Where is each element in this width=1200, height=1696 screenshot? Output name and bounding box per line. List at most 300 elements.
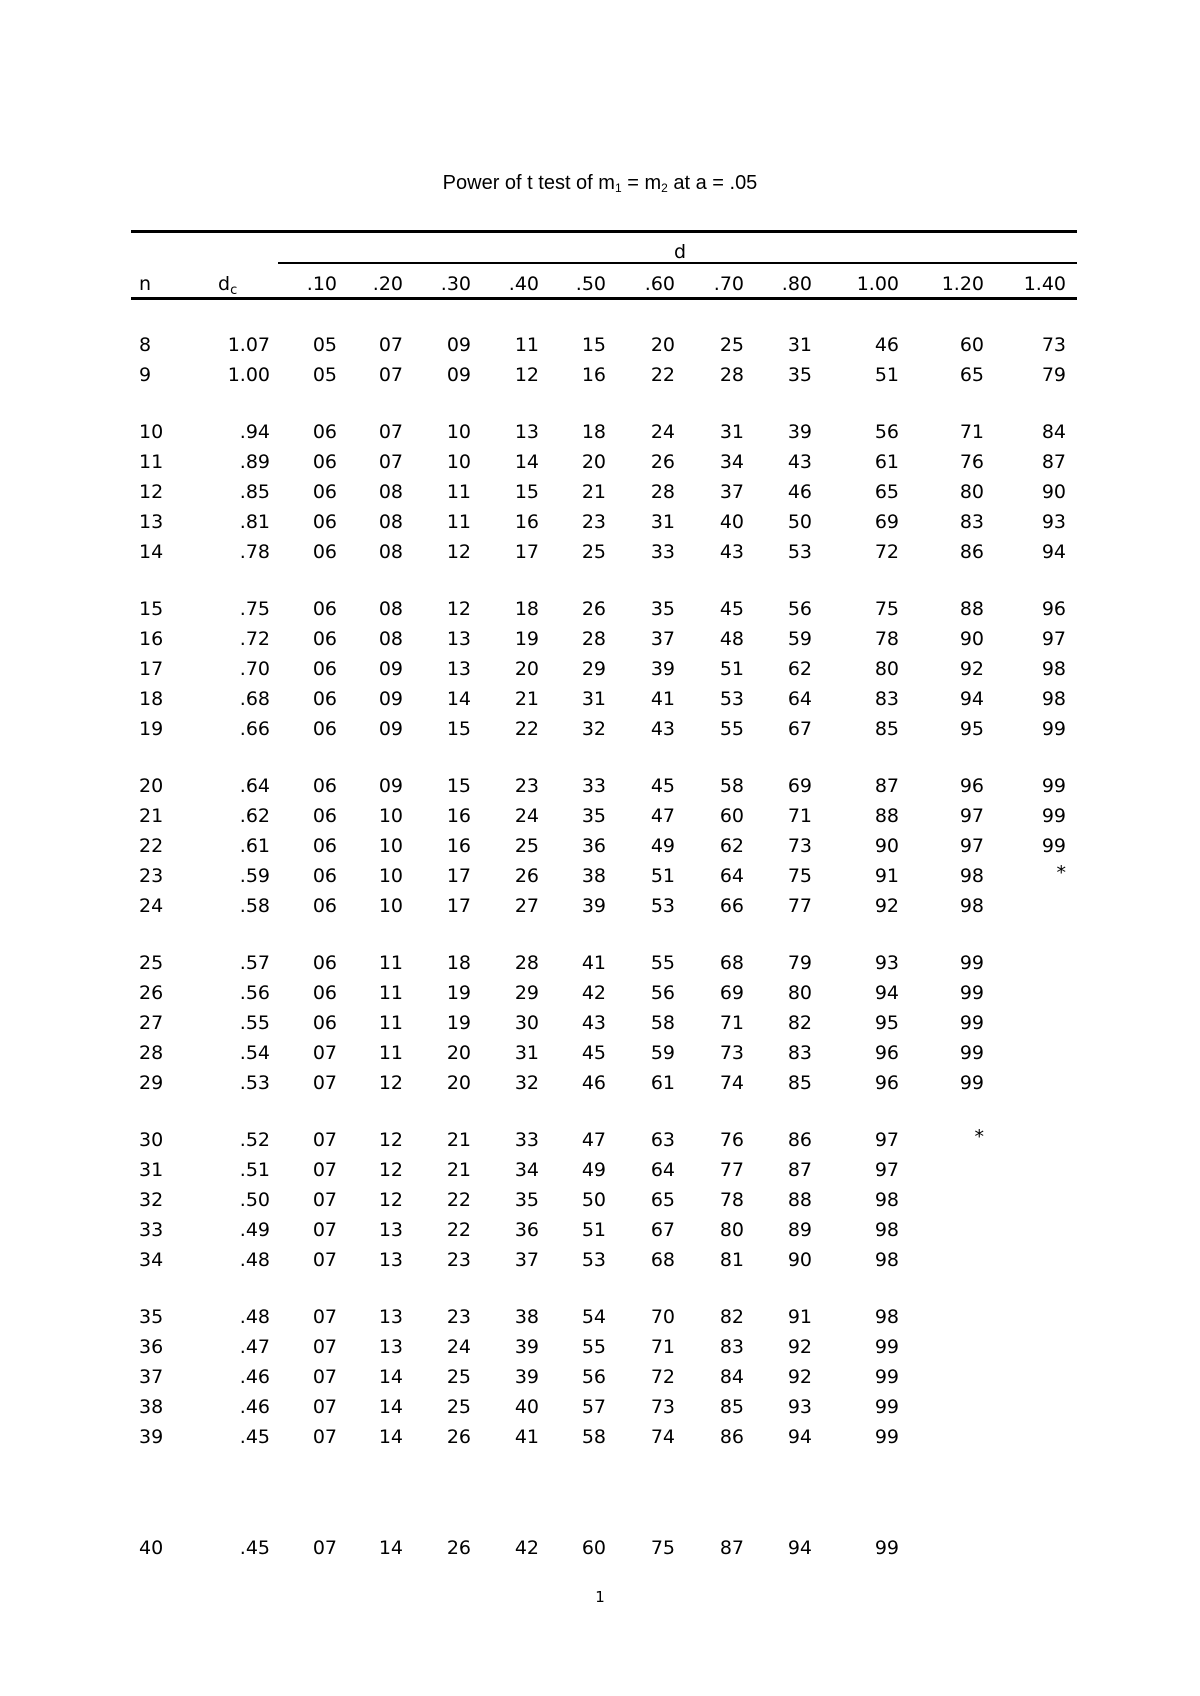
cell-dc: .85 (239, 481, 270, 503)
cell-n: 37 (139, 1366, 164, 1388)
cell-power: 51 (581, 1219, 606, 1241)
cell-power: 09 (378, 718, 403, 740)
cell-power: 15 (446, 718, 471, 740)
cell-n: 28 (139, 1042, 164, 1064)
cell-power: 30 (514, 1012, 539, 1034)
cell-power: 54 (581, 1306, 606, 1328)
cell-power: 13 (378, 1306, 403, 1328)
cell-power: 07 (378, 334, 403, 356)
cell-power: 90 (787, 1249, 812, 1271)
cell-power: 53 (719, 688, 744, 710)
cell-power: 39 (650, 658, 675, 680)
cell-power: 99 (959, 952, 984, 974)
cell-n: 18 (139, 688, 164, 710)
column-header-effect-size: .70 (713, 273, 744, 295)
cell-power: 62 (787, 658, 812, 680)
cell-power: 12 (378, 1129, 403, 1151)
cell-power: 97 (874, 1159, 899, 1181)
cell-power: 19 (514, 628, 539, 650)
cell-power: 09 (378, 775, 403, 797)
cell-power: 98 (874, 1189, 899, 1211)
cell-power: 58 (581, 1426, 606, 1448)
cell-power: 45 (650, 775, 675, 797)
cell-power: 39 (787, 421, 812, 443)
cell-power: 11 (446, 511, 471, 533)
column-header-effect-size: 1.00 (856, 273, 899, 295)
cell-power: 31 (719, 421, 744, 443)
table-title: Power of t test of $m_1 = m_2$ at a = .05 (442, 172, 758, 195)
cell-power: 07 (312, 1249, 337, 1271)
cell-power: 86 (787, 1129, 812, 1151)
cell-power: 47 (581, 1129, 606, 1151)
column-header-effect-size: .10 (306, 273, 337, 295)
cell-n: 38 (139, 1396, 164, 1418)
cell-dc: 1.00 (227, 364, 270, 386)
cell-power: 33 (581, 775, 606, 797)
cell-n: 30 (139, 1129, 164, 1151)
cell-n: 24 (139, 895, 164, 917)
cell-n: 14 (139, 541, 164, 563)
cell-dc: .89 (239, 451, 270, 473)
cell-power: 97 (874, 1129, 899, 1151)
cell-power: 67 (650, 1219, 675, 1241)
cell-power: 69 (787, 775, 812, 797)
cell-power: 43 (719, 541, 744, 563)
cell-power: 24 (446, 1336, 471, 1358)
cell-power: 06 (312, 718, 337, 740)
cell-power: 94 (1041, 541, 1066, 563)
cell-power: 19 (446, 982, 471, 1004)
cell-power: 99 (959, 982, 984, 1004)
cell-power: 14 (514, 451, 539, 473)
cell-power: 34 (514, 1159, 539, 1181)
cell-power: 32 (514, 1072, 539, 1094)
cell-power: 96 (1041, 598, 1066, 620)
cell-power: 25 (719, 334, 744, 356)
cell-dc: .52 (239, 1129, 270, 1151)
cell-power: 25 (446, 1366, 471, 1388)
cell-power: 08 (378, 628, 403, 650)
cell-power: 99 (1041, 835, 1066, 857)
cell-power: 83 (719, 1336, 744, 1358)
cell-dc: .55 (239, 1012, 270, 1034)
cell-power: 88 (959, 598, 984, 620)
cell-power: 43 (650, 718, 675, 740)
cell-n: 20 (139, 775, 164, 797)
cell-power: 18 (581, 421, 606, 443)
cell-power: 09 (378, 658, 403, 680)
cell-power: 11 (378, 982, 403, 1004)
cell-power: 28 (514, 952, 539, 974)
cell-power: 73 (650, 1396, 675, 1418)
cell-power: 06 (312, 451, 337, 473)
cell-n: 32 (139, 1189, 164, 1211)
cell-power: 26 (446, 1426, 471, 1448)
cell-power: 60 (959, 334, 984, 356)
cell-dc: .64 (239, 775, 270, 797)
cell-power: 89 (787, 1219, 812, 1241)
cell-power: 92 (959, 658, 984, 680)
cell-power: 96 (959, 775, 984, 797)
cell-power: 86 (959, 541, 984, 563)
cell-power: 06 (312, 658, 337, 680)
cell-power: 07 (312, 1537, 337, 1559)
cell-dc: .61 (239, 835, 270, 857)
cell-power: 55 (650, 952, 675, 974)
cell-power: 08 (378, 481, 403, 503)
cell-n: 9 (139, 364, 152, 386)
cell-power: 90 (1041, 481, 1066, 503)
cell-power: 50 (581, 1189, 606, 1211)
cell-power: 79 (787, 952, 812, 974)
cell-power: 16 (446, 805, 471, 827)
cell-power: 11 (514, 334, 539, 356)
cell-power: 17 (446, 895, 471, 917)
cell-asterisk: * (1056, 862, 1066, 884)
cell-power: 57 (581, 1396, 606, 1418)
cell-power: 98 (874, 1219, 899, 1241)
cell-power: 99 (874, 1426, 899, 1448)
cell-power: 43 (581, 1012, 606, 1034)
cell-power: 80 (787, 982, 812, 1004)
cell-n: 35 (139, 1306, 164, 1328)
cell-power: 99 (959, 1012, 984, 1034)
cell-power: 42 (514, 1537, 539, 1559)
cell-power: 12 (378, 1189, 403, 1211)
cell-power: 26 (581, 598, 606, 620)
cell-power: 92 (787, 1366, 812, 1388)
cell-power: 07 (312, 1396, 337, 1418)
cell-power: 15 (514, 481, 539, 503)
cell-power: 13 (378, 1219, 403, 1241)
cell-power: 25 (581, 541, 606, 563)
cell-power: 82 (787, 1012, 812, 1034)
cell-power: 64 (719, 865, 744, 887)
cell-power: 96 (874, 1072, 899, 1094)
cell-power: 07 (312, 1219, 337, 1241)
cell-n: 34 (139, 1249, 164, 1271)
cell-power: 65 (959, 364, 984, 386)
cell-power: 85 (787, 1072, 812, 1094)
cell-power: 07 (312, 1042, 337, 1064)
cell-power: 06 (312, 688, 337, 710)
cell-dc: .49 (239, 1219, 270, 1241)
cell-power: 05 (312, 364, 337, 386)
cell-n: 29 (139, 1072, 164, 1094)
cell-power: 06 (312, 775, 337, 797)
cell-power: 12 (514, 364, 539, 386)
cell-n: 17 (139, 658, 164, 680)
cell-power: 94 (787, 1537, 812, 1559)
cell-power: 09 (446, 334, 471, 356)
cell-power: 07 (312, 1189, 337, 1211)
cell-power: 94 (874, 982, 899, 1004)
cell-dc: .81 (239, 511, 270, 533)
column-header-effect-size: .20 (372, 273, 403, 295)
cell-power: 10 (378, 865, 403, 887)
column-header-effect-size: 1.40 (1023, 273, 1066, 295)
cell-power: 71 (959, 421, 984, 443)
cell-power: 59 (787, 628, 812, 650)
cell-power: 99 (1041, 718, 1066, 740)
column-header-effect-size: .40 (508, 273, 539, 295)
cell-power: 06 (312, 421, 337, 443)
cell-power: 41 (581, 952, 606, 974)
cell-power: 14 (378, 1426, 403, 1448)
cell-power: 11 (446, 481, 471, 503)
cell-power: 40 (719, 511, 744, 533)
cell-power: 07 (312, 1129, 337, 1151)
cell-power: 06 (312, 511, 337, 533)
cell-power: 46 (874, 334, 899, 356)
cell-power: 94 (787, 1426, 812, 1448)
cell-power: 19 (446, 1012, 471, 1034)
cell-power: 23 (446, 1249, 471, 1271)
cell-power: 51 (650, 865, 675, 887)
cell-power: 07 (378, 364, 403, 386)
cell-power: 07 (312, 1159, 337, 1181)
cell-n: 31 (139, 1159, 164, 1181)
header-bottom-rule (131, 297, 1077, 300)
cell-power: 35 (787, 364, 812, 386)
cell-power: 82 (719, 1306, 744, 1328)
cell-power: 86 (719, 1426, 744, 1448)
cell-power: 07 (312, 1426, 337, 1448)
cell-power: 17 (446, 865, 471, 887)
cell-power: 87 (787, 1159, 812, 1181)
cell-power: 73 (719, 1042, 744, 1064)
cell-power: 15 (581, 334, 606, 356)
cell-power: 06 (312, 895, 337, 917)
cell-power: 70 (650, 1306, 675, 1328)
cell-power: 22 (514, 718, 539, 740)
cell-power: 64 (650, 1159, 675, 1181)
column-header-effect-size: .50 (575, 273, 606, 295)
cell-dc: .66 (239, 718, 270, 740)
cell-power: 33 (514, 1129, 539, 1151)
cell-power: 17 (514, 541, 539, 563)
cell-power: 35 (650, 598, 675, 620)
cell-dc: .62 (239, 805, 270, 827)
cell-power: 51 (874, 364, 899, 386)
cell-power: 23 (514, 775, 539, 797)
cell-power: 37 (650, 628, 675, 650)
cell-power: 69 (719, 982, 744, 1004)
cell-dc: .54 (239, 1042, 270, 1064)
cell-power: 12 (446, 541, 471, 563)
cell-power: 50 (787, 511, 812, 533)
cell-power: 43 (787, 451, 812, 473)
cell-power: 15 (446, 775, 471, 797)
cell-power: 25 (446, 1396, 471, 1418)
cell-power: 10 (446, 421, 471, 443)
cell-power: 22 (446, 1189, 471, 1211)
cell-power: 10 (378, 895, 403, 917)
cell-power: 85 (874, 718, 899, 740)
cell-power: 13 (378, 1336, 403, 1358)
cell-power: 07 (378, 421, 403, 443)
cell-power: 65 (650, 1189, 675, 1211)
cell-power: 58 (719, 775, 744, 797)
cell-power: 35 (514, 1189, 539, 1211)
cell-n: 15 (139, 598, 164, 620)
cell-power: 31 (787, 334, 812, 356)
cell-power: 98 (959, 865, 984, 887)
cell-power: 13 (378, 1249, 403, 1271)
cell-power: 28 (650, 481, 675, 503)
cell-n: 11 (139, 451, 164, 473)
cell-power: 10 (378, 805, 403, 827)
cell-power: 73 (787, 835, 812, 857)
cell-power: 92 (874, 895, 899, 917)
cell-power: 83 (787, 1042, 812, 1064)
cell-power: 46 (787, 481, 812, 503)
cell-power: 18 (446, 952, 471, 974)
cell-power: 93 (1041, 511, 1066, 533)
cell-power: 56 (874, 421, 899, 443)
cell-power: 87 (719, 1537, 744, 1559)
cell-power: 38 (514, 1306, 539, 1328)
cell-power: 06 (312, 481, 337, 503)
cell-dc: .47 (239, 1336, 270, 1358)
cell-dc: .57 (239, 952, 270, 974)
cell-power: 93 (874, 952, 899, 974)
cell-power: 45 (719, 598, 744, 620)
cell-power: 98 (959, 895, 984, 917)
cell-power: 71 (719, 1012, 744, 1034)
cell-power: 23 (581, 511, 606, 533)
cell-power: 53 (650, 895, 675, 917)
cell-power: 80 (719, 1219, 744, 1241)
cell-power: 75 (787, 865, 812, 887)
cell-power: 78 (719, 1189, 744, 1211)
cell-power: 06 (312, 982, 337, 1004)
cell-power: 11 (378, 1012, 403, 1034)
cell-power: 06 (312, 1012, 337, 1034)
cell-power: 20 (514, 658, 539, 680)
cell-dc: .70 (239, 658, 270, 680)
cell-power: 08 (378, 511, 403, 533)
cell-power: 08 (378, 541, 403, 563)
cell-power: 83 (959, 511, 984, 533)
cell-power: 87 (874, 775, 899, 797)
column-header-effect-size: 1.20 (941, 273, 984, 295)
cell-power: 74 (650, 1426, 675, 1448)
cell-power: 14 (446, 688, 471, 710)
cell-power: 35 (581, 805, 606, 827)
cell-power: 66 (719, 895, 744, 917)
cell-power: 99 (874, 1366, 899, 1388)
cell-power: 21 (446, 1159, 471, 1181)
cell-n: 33 (139, 1219, 164, 1241)
cell-power: 71 (650, 1336, 675, 1358)
cell-n: 10 (139, 421, 164, 443)
page-number: 1 (595, 1588, 605, 1606)
cell-dc: .46 (239, 1366, 270, 1388)
cell-power: 37 (719, 481, 744, 503)
cell-power: 60 (719, 805, 744, 827)
cell-power: 48 (719, 628, 744, 650)
cell-power: 53 (581, 1249, 606, 1271)
cell-power: 84 (1041, 421, 1066, 443)
cell-power: 76 (719, 1129, 744, 1151)
cell-n: 12 (139, 481, 164, 503)
cell-power: 56 (650, 982, 675, 1004)
cell-power: 98 (874, 1306, 899, 1328)
cell-dc: .45 (239, 1426, 270, 1448)
cell-power: 39 (581, 895, 606, 917)
cell-power: 56 (581, 1366, 606, 1388)
cell-n: 21 (139, 805, 164, 827)
cell-power: 24 (514, 805, 539, 827)
cell-power: 97 (959, 805, 984, 827)
column-header-dc: $d_c$ (218, 273, 238, 298)
cell-dc: .51 (239, 1159, 270, 1181)
cell-asterisk: * (974, 1126, 984, 1148)
cell-power: 29 (514, 982, 539, 1004)
cell-power: 53 (787, 541, 812, 563)
cell-dc: .94 (239, 421, 270, 443)
cell-power: 61 (650, 1072, 675, 1094)
cell-power: 16 (446, 835, 471, 857)
cell-n: 40 (139, 1537, 164, 1559)
cell-power: 67 (787, 718, 812, 740)
column-header-effect-size: .30 (440, 273, 471, 295)
cell-dc: .53 (239, 1072, 270, 1094)
cell-n: 25 (139, 952, 164, 974)
cell-power: 59 (650, 1042, 675, 1064)
cell-n: 39 (139, 1426, 164, 1448)
cell-power: 91 (874, 865, 899, 887)
cell-power: 20 (446, 1042, 471, 1064)
cell-power: 07 (378, 451, 403, 473)
cell-n: 22 (139, 835, 164, 857)
cell-power: 41 (514, 1426, 539, 1448)
cell-power: 99 (1041, 775, 1066, 797)
cell-power: 80 (874, 658, 899, 680)
cell-power: 16 (514, 511, 539, 533)
cell-power: 39 (514, 1366, 539, 1388)
cell-dc: .48 (239, 1249, 270, 1271)
cell-power: 99 (874, 1537, 899, 1559)
cell-power: 06 (312, 835, 337, 857)
cell-power: 99 (874, 1396, 899, 1418)
cell-power: 11 (378, 952, 403, 974)
cell-power: 05 (312, 334, 337, 356)
cell-power: 77 (719, 1159, 744, 1181)
cell-n: 26 (139, 982, 164, 1004)
cell-power: 74 (719, 1072, 744, 1094)
cell-power: 55 (581, 1336, 606, 1358)
cell-power: 99 (959, 1042, 984, 1064)
column-header-n: n (139, 273, 152, 295)
cell-power: 12 (378, 1072, 403, 1094)
cell-power: 94 (959, 688, 984, 710)
cell-power: 07 (312, 1366, 337, 1388)
effect-size-group-label: d (673, 241, 687, 263)
cell-power: 26 (514, 865, 539, 887)
cell-n: 36 (139, 1336, 164, 1358)
cell-power: 78 (874, 628, 899, 650)
cell-power: 72 (874, 541, 899, 563)
cell-power: 36 (514, 1219, 539, 1241)
cell-dc: .56 (239, 982, 270, 1004)
cell-power: 98 (1041, 688, 1066, 710)
cell-power: 22 (446, 1219, 471, 1241)
cell-power: 11 (378, 1042, 403, 1064)
cell-power: 97 (959, 835, 984, 857)
cell-power: 42 (581, 982, 606, 1004)
